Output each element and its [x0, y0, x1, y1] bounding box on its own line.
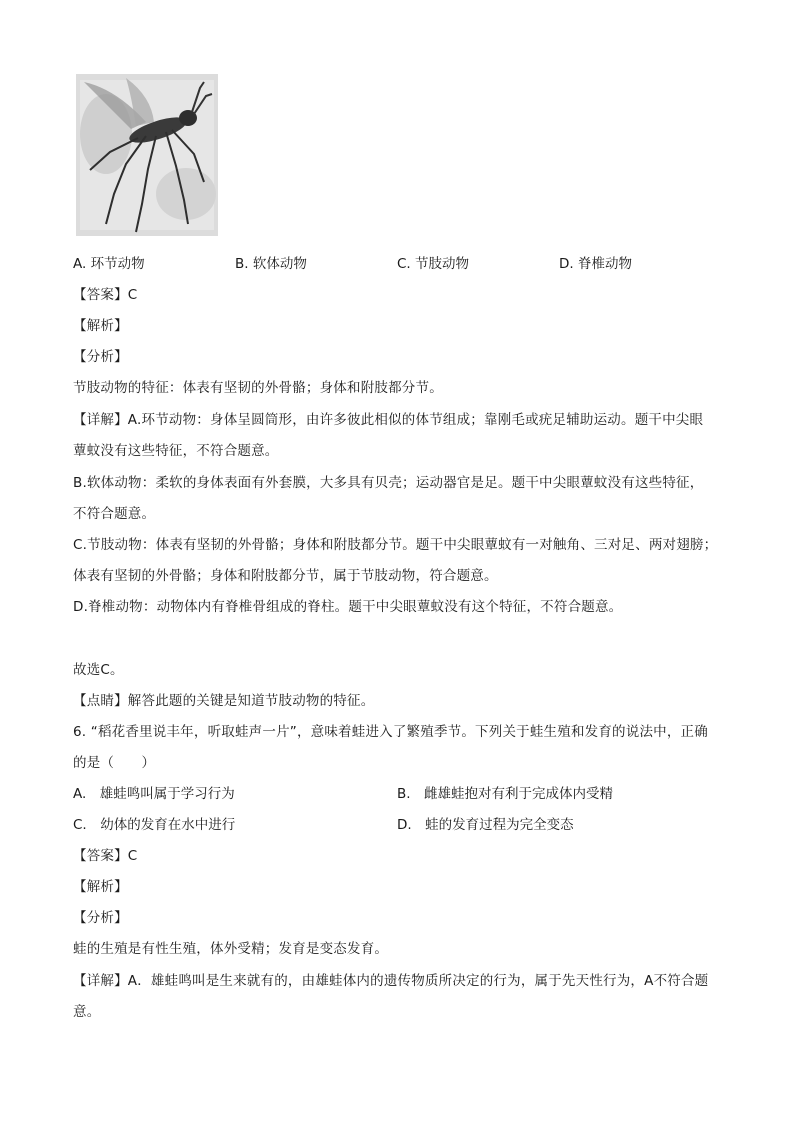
analysis-subheading: 【分析】 [73, 349, 128, 365]
option-a: A. 环节动物 [73, 256, 145, 272]
q6-analysis-text: 蛙的生殖是有性生殖，体外受精；发育是变态发育。 [73, 941, 389, 957]
q6-option-b: B. 雌雄蛙抱对有利于完成体内受精 [397, 786, 614, 802]
analysis-text: 节肢动物的特征：体表有坚韧的外骨骼；身体和附肢都分节。 [73, 380, 443, 396]
option-d: D. 脊椎动物 [559, 256, 632, 272]
detail-b-line-1: B.软体动物：柔软的身体表面有外套膜，大多具有贝壳；运动器官是足。题干中尖眼蕈蚊没有这些特征， [73, 475, 704, 491]
q6-option-d: D. 蛙的发育过程为完全变态 [397, 817, 574, 833]
q6-detail-a-line-1: 【详解】A．雄蛙鸣叫是生来就有的，由雄蛙体内的遗传物质所决定的行为，属于先天性行为，A不符合题 [73, 973, 709, 989]
answer: 【答案】C [73, 287, 138, 303]
q6-answer: 【答案】C [73, 848, 138, 864]
option-b: B. 软体动物 [235, 256, 307, 272]
q6-analysis-subheading: 【分析】 [73, 910, 128, 926]
question-6-stem-line-2: 的是（ ） [73, 755, 156, 771]
q6-option-a: A. 雄蛙鸣叫属于学习行为 [73, 786, 235, 802]
detail-c-line-1: C.节肢动物：体表有坚韧的外骨骼；身体和附肢都分节。题干中尖眼蕈蚊有一对触角、三对足、两对翅膀； [73, 537, 718, 553]
q6-analysis-heading: 【解析】 [73, 879, 128, 895]
q6-option-c: C. 幼体的发育在水中进行 [73, 817, 236, 833]
detail-c-line-2: 体表有坚韧的外骨骼；身体和附肢都分节，属于节肢动物，符合题意。 [73, 568, 498, 584]
mosquito-figure [76, 74, 218, 236]
detail-b-line-2: 不符合题意。 [73, 506, 156, 522]
q6-detail-a-line-2: 意。 [73, 1004, 101, 1020]
detail-a-line-1: 【详解】A.环节动物：身体呈圆筒形，由许多彼此相似的体节组成；靠刚毛或疣足辅助运动。题干中尖眼 [73, 412, 704, 428]
option-c: C. 节肢动物 [397, 256, 470, 272]
question-6-stem-line-1: 6. “稻花香里说丰年，听取蛙声一片”，意味着蛙进入了繁殖季节。下列关于蛙生殖和发育的说法中，正确 [73, 724, 708, 740]
detail-d: D.脊椎动物：动物体内有脊椎骨组成的脊柱。题干中尖眼蕈蚊没有这个特征，不符合题意。 [73, 599, 623, 615]
detail-a-line-2: 蕈蚊没有这些特征，不符合题意。 [73, 443, 279, 459]
conclusion: 故选C。 [73, 662, 124, 678]
key-point: 【点睛】解答此题的关键是知道节肢动物的特征。 [73, 693, 375, 709]
analysis-heading: 【解析】 [73, 318, 128, 334]
